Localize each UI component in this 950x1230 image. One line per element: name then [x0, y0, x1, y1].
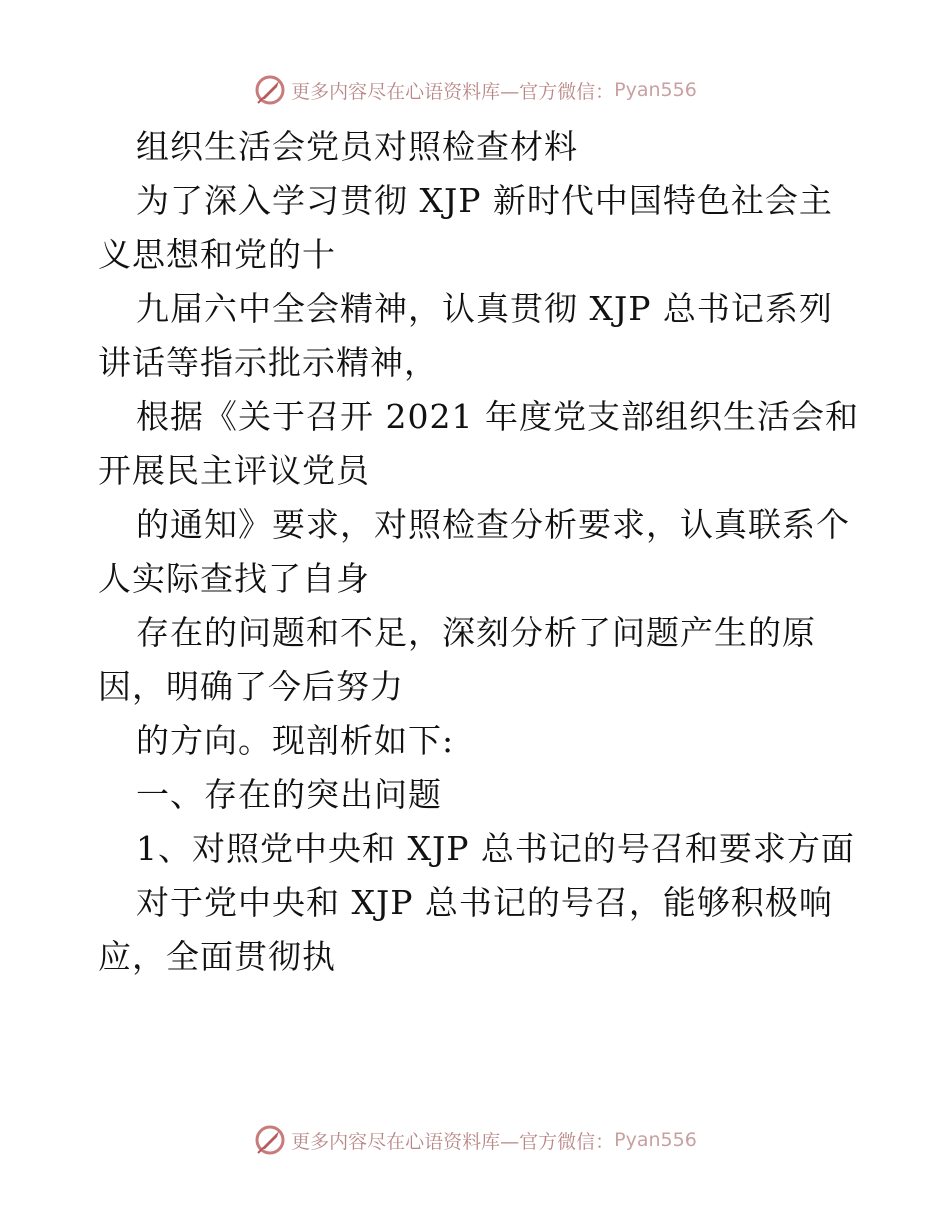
watermark-wechat-id: Pyan556 — [614, 1129, 697, 1151]
header-watermark — [0, 70, 950, 110]
text-line: 一、存在的突出问题 — [136, 775, 442, 814]
watermark-wechat-id: Pyan556 — [614, 79, 697, 101]
text-line: 1、对照党中央和 XJP 总书记的号召和要求方面 — [136, 829, 855, 868]
pen-logo-icon — [253, 73, 287, 107]
text-line: 根据《关于召开 2021 年度党支部组织生活会和 — [136, 397, 859, 436]
text-line: 对于党中央和 XJP 总书记的号召，能够积极响 — [136, 883, 833, 922]
text-line: 因，明确了今后努力 — [98, 667, 404, 706]
text-line: 讲话等指示批示精神， — [98, 343, 438, 382]
pen-logo-icon — [253, 1123, 287, 1157]
text-line: 为了深入学习贯彻 XJP 新时代中国特色社会主 — [136, 181, 833, 220]
watermark-text: 更多内容尽在心语资料库—官方微信： — [291, 80, 615, 103]
footer-watermark — [0, 1120, 950, 1160]
text-line: 应，全面贯彻执 — [98, 937, 336, 976]
text-line: 人实际查找了自身 — [98, 559, 370, 598]
text-line: 的方向。现剖析如下: — [136, 721, 455, 760]
document-body — [98, 120, 898, 984]
text-line: 的通知》要求，对照检查分析要求，认真联系个 — [136, 505, 850, 544]
text-line: 组织生活会党员对照检查材料 — [136, 127, 578, 166]
text-line: 开展民主评议党员 — [98, 451, 370, 490]
text-line: 九届六中全会精神，认真贯彻 XJP 总书记系列 — [136, 289, 833, 328]
text-line: 义思想和党的十 — [98, 235, 336, 274]
text-line: 存在的问题和不足，深刻分析了问题产生的原 — [136, 613, 816, 652]
watermark-text: 更多内容尽在心语资料库—官方微信： — [291, 1130, 615, 1153]
